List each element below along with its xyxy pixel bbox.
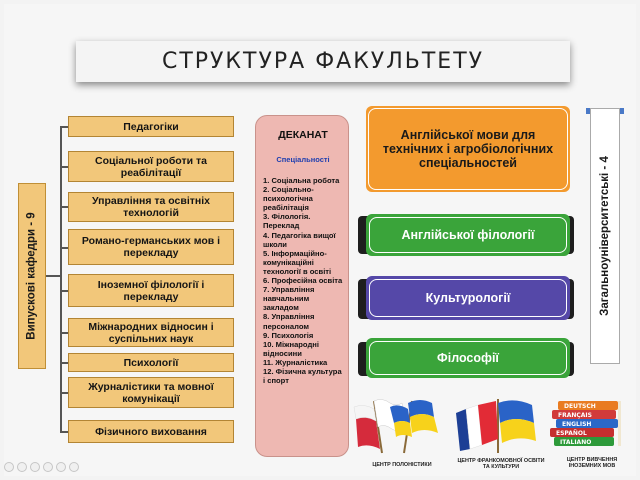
bracket-vertical <box>60 126 62 432</box>
nav-zoom-icon[interactable] <box>56 462 66 472</box>
nav-back-icon[interactable] <box>4 462 14 472</box>
department-box: Управління та освітніх технологій <box>68 192 234 222</box>
department-box: Психології <box>68 353 234 372</box>
specialty-item: 4. Педагогіка вищої школи <box>263 230 336 249</box>
department-box: Фізичного виховання <box>68 420 234 443</box>
book-label: ITALIANO <box>560 439 592 446</box>
department-box: Міжнародних відносин і суспільних наук <box>68 318 234 347</box>
specialty-item: 11. Журналістика <box>263 357 328 367</box>
francophone-center-label: ЦЕНТР ФРАНКОМОВНОЇ ОСВІТИ ТА КУЛЬТУРИ <box>457 458 545 470</box>
language-books-icon <box>544 397 634 455</box>
foreign-languages-center-label: ЦЕНТР ВИВЧЕННЯ ІНОЗЕМНИХ МОВ <box>566 457 618 469</box>
department-box: Соціальної роботи та реабілітації <box>68 151 234 182</box>
bracket-connector <box>46 275 60 277</box>
department-box: Романо-германських мов і перекладу <box>68 229 234 265</box>
specialty-item: 12. Фізична культура і спорт <box>263 366 342 386</box>
specialty-item: 10. Міжнародні відносини <box>263 339 319 358</box>
general-dept-english-philology: Англійської філології <box>369 217 567 253</box>
polonistics-center-label: ЦЕНТР ПОЛОНІСТИКИ <box>372 462 432 468</box>
page-title: СТРУКТУРА ФАКУЛЬТЕТУ <box>161 49 485 74</box>
deanat-panel <box>255 115 349 457</box>
specialty-item: 5. Інформаційно-комунікаційні технології в освіті <box>263 248 332 276</box>
specialty-item: 9. Психологія <box>263 330 314 340</box>
specialty-item: 3. Філологія. Переклад <box>263 212 311 231</box>
general-dept-english-tech: Англійської мови для технічних і агробіологічних спеціальностей <box>368 108 568 190</box>
specialty-item: 2. Соціально-психологічна реабілітація <box>263 185 314 213</box>
nav-slides-icon[interactable] <box>43 462 53 472</box>
specialty-item: 1. Соціальна робота <box>263 176 340 185</box>
general-dept-culturology: Культурології <box>369 279 567 317</box>
general-departments-text: Загальноуніверситетські - 4 <box>599 156 611 316</box>
book-label: DEUTSCH <box>564 403 596 410</box>
general-departments-label <box>590 108 620 364</box>
french-ukrainian-flags-icon <box>452 393 546 455</box>
title-banner <box>76 41 570 82</box>
book-label: ESPAÑOL <box>556 430 587 437</box>
specialties-list <box>263 176 343 385</box>
specialty-item: 8. Управління персоналом <box>263 312 315 331</box>
department-box: Педагогіки <box>68 116 234 137</box>
nav-pen-icon[interactable] <box>30 462 40 472</box>
deanat-title: ДЕКАНАТ <box>278 129 328 141</box>
polish-ukrainian-flags-icon <box>352 393 444 455</box>
department-box: Журналістики та мовної комунікації <box>68 377 234 408</box>
specialties-subtitle: Спеціальності <box>276 155 330 164</box>
book-label: ENGLISH <box>562 421 592 428</box>
graduating-departments-text: Випускові кафедри - 9 <box>26 212 39 340</box>
book-label: FRANÇAIS <box>558 412 592 419</box>
specialty-item: 6. Професійна освіта <box>263 276 343 286</box>
general-dept-philosophy: Філософії <box>369 341 567 375</box>
nav-menu-icon[interactable] <box>69 462 79 472</box>
specialty-item: 7. Управління навчальним закладом <box>263 285 315 313</box>
department-box: Іноземної філології і перекладу <box>68 274 234 307</box>
graduating-departments-label <box>18 183 46 369</box>
nav-forward-icon[interactable] <box>17 462 27 472</box>
